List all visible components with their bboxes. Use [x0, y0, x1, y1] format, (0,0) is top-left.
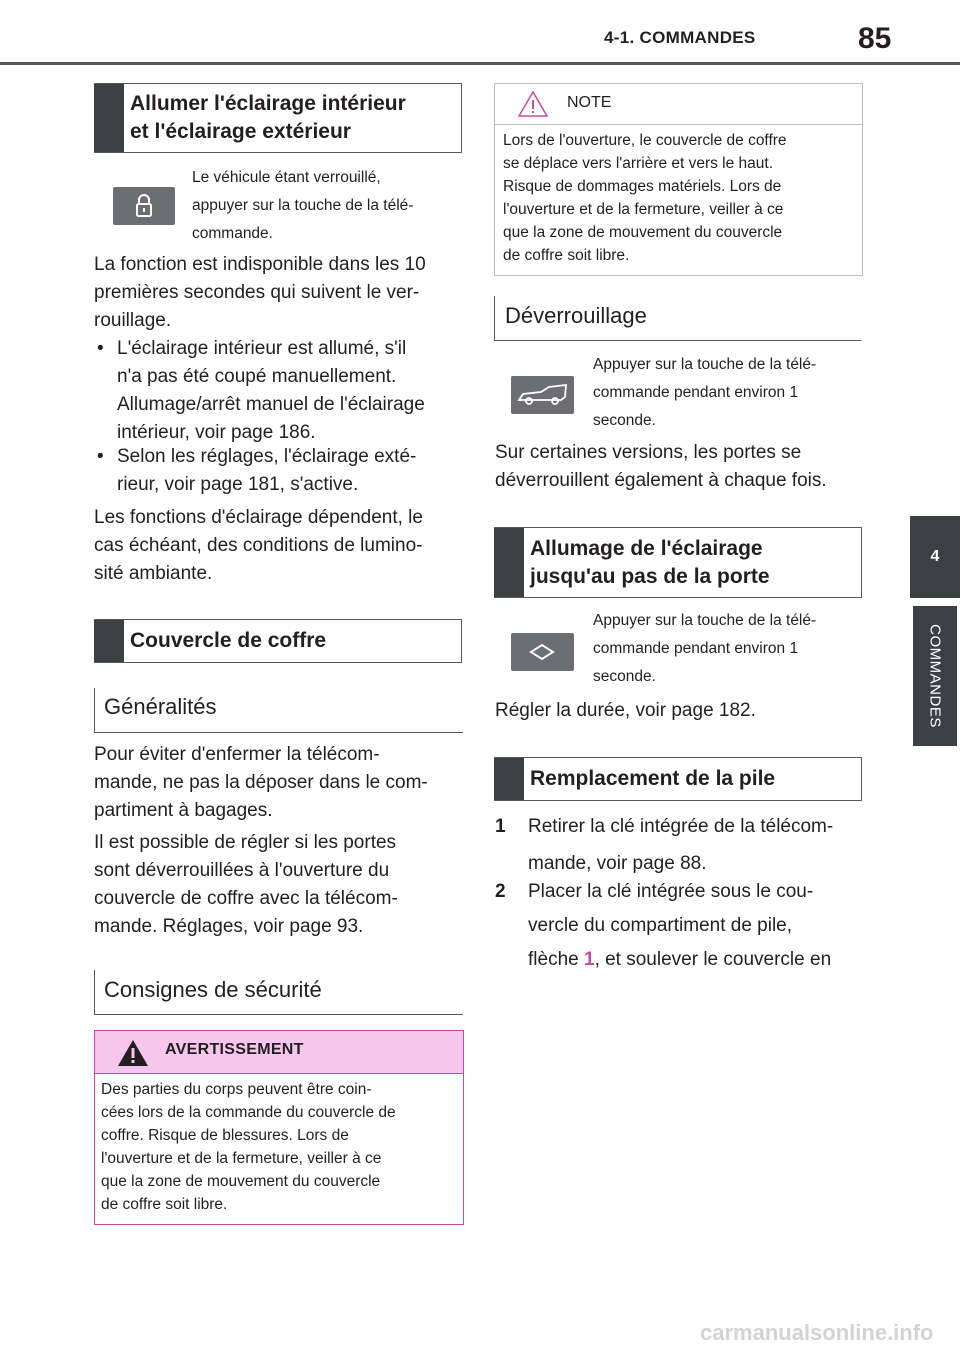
- chapter-tab-number[interactable]: 4: [910, 516, 960, 598]
- subheading-rule: [94, 732, 463, 733]
- text-line: Appuyer sur la touche de la télé-: [593, 356, 817, 373]
- warning-text: [95, 1074, 463, 1224]
- text-line: cées lors de la commande du couvercle de: [101, 1104, 396, 1121]
- note-text: [503, 129, 856, 267]
- text-line: Retirer la clé intégrée de la télécom-: [528, 816, 834, 837]
- section-heading-battery: [494, 757, 862, 801]
- text-line: seconde.: [593, 412, 656, 429]
- text-line: commande pendant environ 1: [593, 384, 799, 401]
- light-instruction: [593, 607, 863, 691]
- bullet-item: [94, 443, 464, 499]
- section-bar: [94, 84, 124, 152]
- paragraph: [495, 439, 865, 495]
- caution-triangle-icon: [517, 90, 549, 118]
- diamond-light-icon: [511, 633, 574, 671]
- text-line: Appuyer sur la touche de la télé-: [593, 612, 817, 629]
- section-title: Couvercle de coffre: [130, 629, 327, 652]
- text-line: Sur certaines versions, les portes se: [495, 442, 802, 463]
- text-line: appuyer sur la touche de la télé-: [192, 197, 414, 214]
- text-line: rieur, voir page 181, s'active.: [117, 474, 359, 495]
- text-line: Des parties du corps peuvent être coin-: [101, 1081, 372, 1098]
- text-line: Il est possible de régler si les portes: [94, 832, 397, 853]
- step-item: [495, 808, 865, 882]
- text-line: l'ouverture et de la fermeture, veiller à ce: [101, 1150, 382, 1167]
- paragraph: [94, 251, 464, 335]
- text-line: cas échéant, des conditions de lumino-: [94, 535, 423, 556]
- header-rule: [0, 62, 960, 65]
- text-line: premières secondes qui suivent le ver-: [94, 282, 420, 303]
- text-line: mande, voir page 88.: [528, 853, 707, 874]
- note-divider: [495, 124, 862, 125]
- warning-triangle-icon: [117, 1039, 149, 1067]
- text-line: Le véhicule étant verrouillé,: [192, 169, 381, 186]
- text-line: que la zone de mouvement du couvercle: [101, 1173, 381, 1190]
- text-line: vercle du compartiment de pile,: [528, 915, 793, 936]
- text-line: n'a pas été coupé manuellement.: [117, 366, 397, 387]
- chapter-tab-label[interactable]: [913, 606, 957, 746]
- paragraph: Régler la durée, voir page 182.: [495, 700, 756, 721]
- note-title: NOTE: [567, 94, 612, 111]
- text-line: déverrouillent également à chaque fois.: [495, 470, 827, 491]
- text-line: Selon les réglages, l'éclairage exté-: [117, 446, 417, 467]
- section-title-line: Allumer l'éclairage intérieur: [130, 92, 406, 115]
- subheading-unlocking: Déverrouillage: [505, 303, 647, 328]
- text-line: de coffre soit libre.: [503, 247, 630, 264]
- page-number: 85: [858, 22, 892, 55]
- text-line: mande, ne pas la déposer dans le com-: [94, 772, 428, 793]
- section-title: Remplacement de la pile: [530, 767, 776, 790]
- subheading-vrule: [94, 970, 95, 1015]
- section-title-line: jusqu'au pas de la porte: [530, 564, 770, 588]
- text-line: l'ouverture et de la fermeture, veiller à ce: [503, 201, 784, 218]
- bullet-item: [94, 335, 464, 447]
- paragraph: [94, 741, 464, 825]
- step-number: 1: [495, 816, 506, 837]
- text-line: Pour éviter d'enfermer la télécom-: [94, 744, 380, 765]
- text-line: couvercle de coffre avec la télécom-: [94, 888, 398, 909]
- text-line: commande pendant environ 1: [593, 640, 799, 657]
- text-line: Allumage/arrêt manuel de l'éclairage: [117, 394, 425, 415]
- text-line: Les fonctions d'éclairage dépendent, le: [94, 507, 423, 528]
- text-line: commande.: [192, 225, 273, 242]
- section-title: [530, 528, 770, 597]
- subheading-rule: [494, 340, 861, 341]
- section-bar: [494, 528, 524, 597]
- text-line: sont déverrouillées à l'ouverture du: [94, 860, 390, 881]
- trunk-button-image: [511, 376, 574, 414]
- section-bar: [94, 620, 124, 662]
- chapter-tab-text: COMMANDES: [926, 624, 944, 728]
- text-line: que la zone de mouvement du couvercle: [503, 224, 783, 241]
- warning-header: [95, 1031, 463, 1073]
- subheading-general: Généralités: [104, 694, 217, 719]
- section-heading-doorstep-light: [494, 527, 862, 598]
- paragraph: [94, 504, 464, 588]
- trunk-instruction: [593, 351, 863, 435]
- text-line: coffre. Risque de blessures. Lors de: [101, 1127, 349, 1144]
- text-line: de coffre soit libre.: [101, 1196, 228, 1213]
- text-line: rouillage.: [94, 310, 172, 331]
- text-line: Placer la clé intégrée sous le cou-: [528, 881, 814, 902]
- bullet-mark: •: [97, 446, 104, 467]
- text-line: seconde.: [593, 668, 656, 685]
- step-number: 2: [495, 881, 506, 902]
- paragraph: [94, 829, 464, 941]
- lock-icon: [113, 187, 175, 225]
- section-bar: [494, 758, 524, 800]
- subheading-vrule: [494, 296, 495, 341]
- lock-instruction: [192, 164, 462, 248]
- car-trunk-icon: [511, 376, 574, 414]
- text-line: Risque de dommages matériels. Lors de: [503, 178, 782, 195]
- text-line: Lors de l'ouverture, le couvercle de coffre: [503, 132, 787, 149]
- lock-button-image: [113, 187, 175, 225]
- text-line: sité ambiante.: [94, 563, 213, 584]
- text-line: mande. Réglages, voir page 93.: [94, 916, 364, 937]
- note-box: [494, 83, 863, 276]
- watermark: carmanualsonline.info: [700, 1320, 934, 1345]
- text-line: La fonction est indisponible dans les 10: [94, 254, 426, 275]
- running-header-section: 4-1. COMMANDES: [604, 28, 756, 47]
- text-span: flèche: [528, 949, 584, 970]
- text-line: [528, 943, 865, 977]
- text-line: partiment à bagages.: [94, 800, 273, 821]
- text-line: L'éclairage intérieur est allumé, s'il: [117, 338, 407, 359]
- text-line: se déplace vers l'arrière et vers le haut.: [503, 155, 774, 172]
- bullet-mark: •: [97, 338, 104, 359]
- section-title: [130, 84, 406, 152]
- text-span: , et soulever le couvercle en: [594, 949, 832, 970]
- section-heading-lighting: [94, 83, 462, 153]
- note-header: [495, 84, 862, 124]
- section-title-line: Allumage de l'éclairage: [530, 536, 763, 560]
- subheading-rule: [94, 1014, 463, 1015]
- text-line: intérieur, voir page 186.: [117, 422, 316, 443]
- section-title-line: et l'éclairage extérieur: [130, 120, 351, 143]
- warning-box: [94, 1030, 464, 1225]
- section-heading-trunk-lid: [94, 619, 462, 663]
- subheading-safety: Consignes de sécurité: [104, 977, 322, 1002]
- step-item: [495, 875, 865, 977]
- arrow-reference: 1: [583, 949, 595, 970]
- warning-title: AVERTISSEMENT: [165, 1041, 304, 1058]
- light-button-image: [511, 633, 574, 671]
- subheading-vrule: [94, 688, 95, 733]
